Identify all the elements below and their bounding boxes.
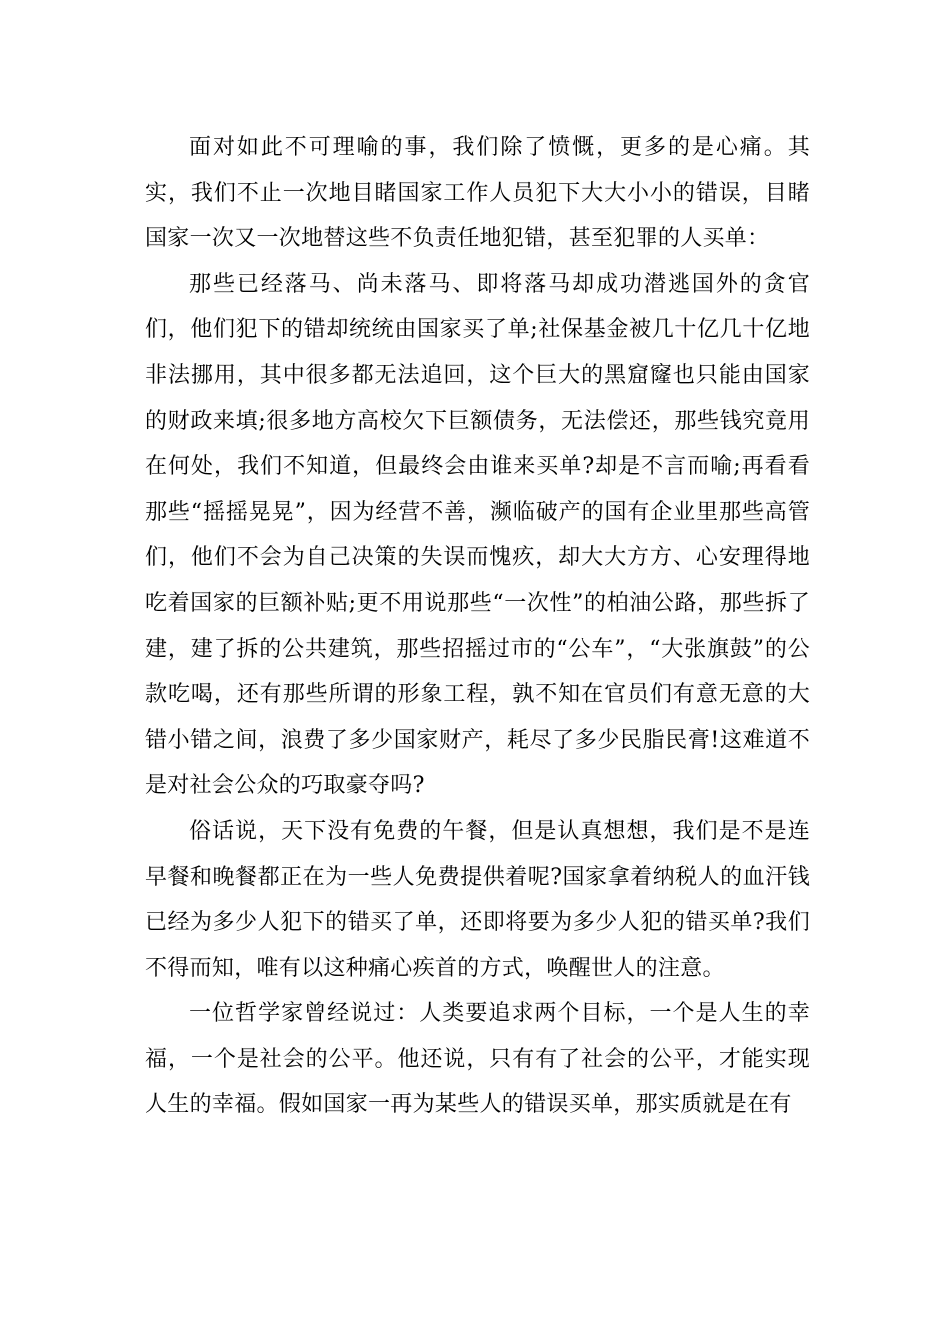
paragraph-2: 那些已经落马、尚未落马、即将落马却成功潜逃国外的贪官们，他们犯下的错却统统由国家买了单;社保基金被几十亿几十亿地非法挪用，其中很多都无法追回，这个巨大的黑窟窿也只能由国家的财政来填;很多地方高校欠下巨额债务，无法偿还，那些钱究竟用在何处，我们不知道，但最终会由谁来买单?却是不言而喻;再看看那些“摇摇晃晃”，因为经营不善，濒临破产的国有企业里那些高管们，他们不会为自己决策的失误而愧疚，却大大方方、心安理得地吃着国家的巨额补贴;更不用说那些“一次性”的柏油公路，那些拆了建，建了拆的公共建筑，那些招摇过市的“公车”，“大张旗鼓”的公款吃喝，还有那些所谓的形象工程，孰不知在官员们有意无意的大错小错之间，浪费了多少国家财产，耗尽了多少民脂民膏!这难道不是对社会公众的巧取豪夺吗? <box>145 271 810 799</box>
paragraph-4: 一位哲学家曾经说过：人类要追求两个目标，一个是人生的幸福，一个是社会的公平。他还说，只有有了社会的公平，才能实现人生的幸福。假如国家一再为某些人的错误买单，那实质就是在有 <box>145 1001 810 1118</box>
paragraph-1: 面对如此不可理喻的事，我们除了愤慨，更多的是心痛。其实，我们不止一次地目睹国家工作人员犯下大大小小的错误，目睹国家一次又一次地替这些不负责任地犯错，甚至犯罪的人买单： <box>145 135 810 252</box>
paragraph-3: 俗话说，天下没有免费的午餐，但是认真想想，我们是不是连早餐和晚餐都正在为一些人免费提供着呢?国家拿着纳税人的血汗钱已经为多少人犯下的错买了单，还即将要为多少人犯的错买单?我们不得而知，唯有以这种痛心疾首的方式，唤醒世人的注意。 <box>145 818 810 981</box>
document-body <box>145 125 810 1128</box>
